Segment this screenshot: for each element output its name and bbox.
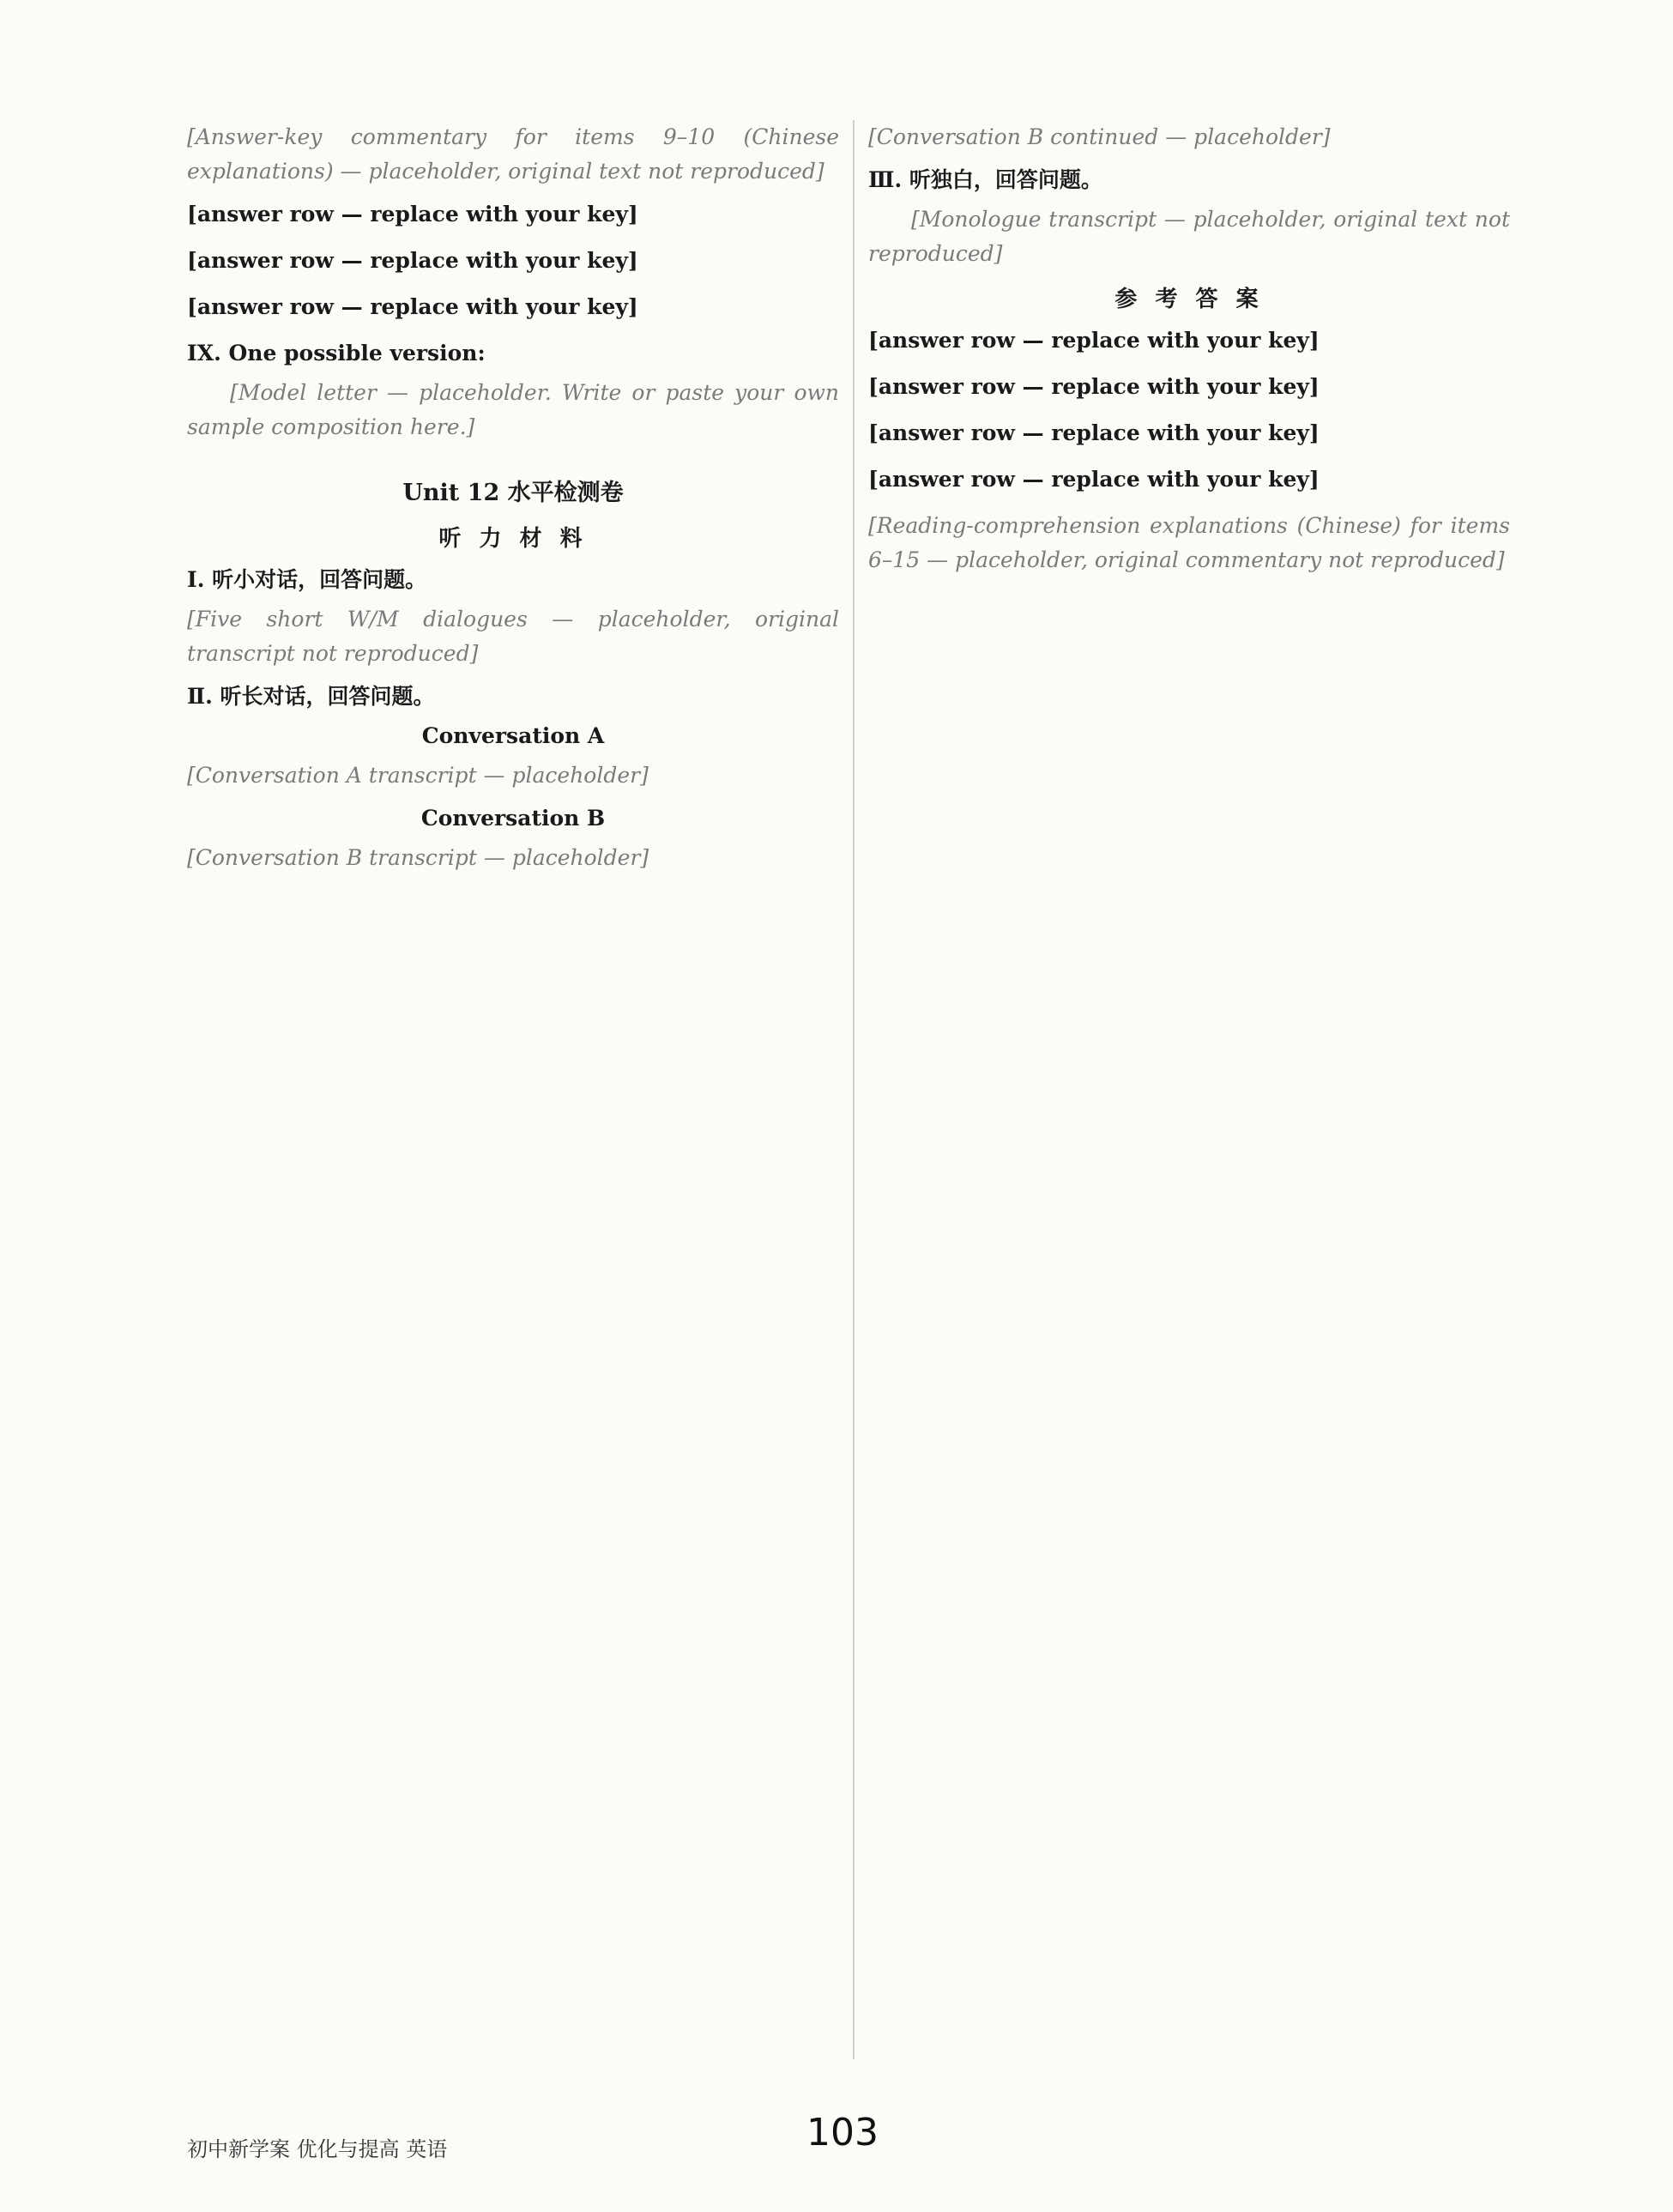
section-3-heading: Ⅲ. 听独白，回答问题。 <box>868 167 1102 192</box>
section-2-heading: Ⅱ. 听长对话，回答问题。 <box>187 684 435 709</box>
column-divider <box>853 120 855 2059</box>
conversation-b: [Conversation B transcript — placeholder] <box>187 845 649 870</box>
right-column <box>868 120 1510 586</box>
answer-row: [answer row — replace with your key] <box>187 294 638 319</box>
monologue: [Monologue transcript — placeholder, original text not reproduced] <box>868 207 1510 266</box>
section-1-heading: Ⅰ. 听小对话，回答问题。 <box>187 567 427 592</box>
conversation-b-heading: Conversation B <box>420 806 606 831</box>
answers-title: 参 考 答 案 <box>1114 287 1264 312</box>
listening-title: 听 力 材 料 <box>438 526 588 552</box>
conversation-a: [Conversation A transcript — placeholder] <box>187 763 649 788</box>
unit-title: Unit 12 水平检测卷 <box>402 480 624 506</box>
answer-row: [answer row — replace with your key] <box>868 328 1320 353</box>
page-number: 103 <box>806 2111 879 2155</box>
answer-row: [answer row — replace with your key] <box>187 248 638 273</box>
left-column <box>187 120 839 884</box>
explanations: [Reading-comprehension explanations (Chinese) for items 6–15 — placeholder, original commentary not reproduced] <box>868 513 1510 572</box>
book-title: 初中新学案 优化与提高 英语 <box>187 2137 448 2161</box>
conversation-b-continued: [Conversation B continued — placeholder] <box>868 124 1331 149</box>
answer-row: [answer row — replace with your key] <box>868 420 1320 445</box>
conversation-a-heading: Conversation A <box>421 723 605 748</box>
short-dialogues: [Five short W/M dialogues — placeholder, original transcript not reproduced] <box>187 607 839 666</box>
intro-commentary: [Answer-key commentary for items 9–10 (Chinese explanations) — placeholder, original text not reproduced] <box>187 124 839 184</box>
model-letter: [Model letter — placeholder. Write or paste your own sample composition here.] <box>187 380 839 439</box>
sample-label: IX. One possible version: <box>187 341 486 366</box>
answer-row: [answer row — replace with your key] <box>187 202 638 227</box>
answer-row: [answer row — replace with your key] <box>868 374 1320 399</box>
answer-row: [answer row — replace with your key] <box>868 467 1320 492</box>
